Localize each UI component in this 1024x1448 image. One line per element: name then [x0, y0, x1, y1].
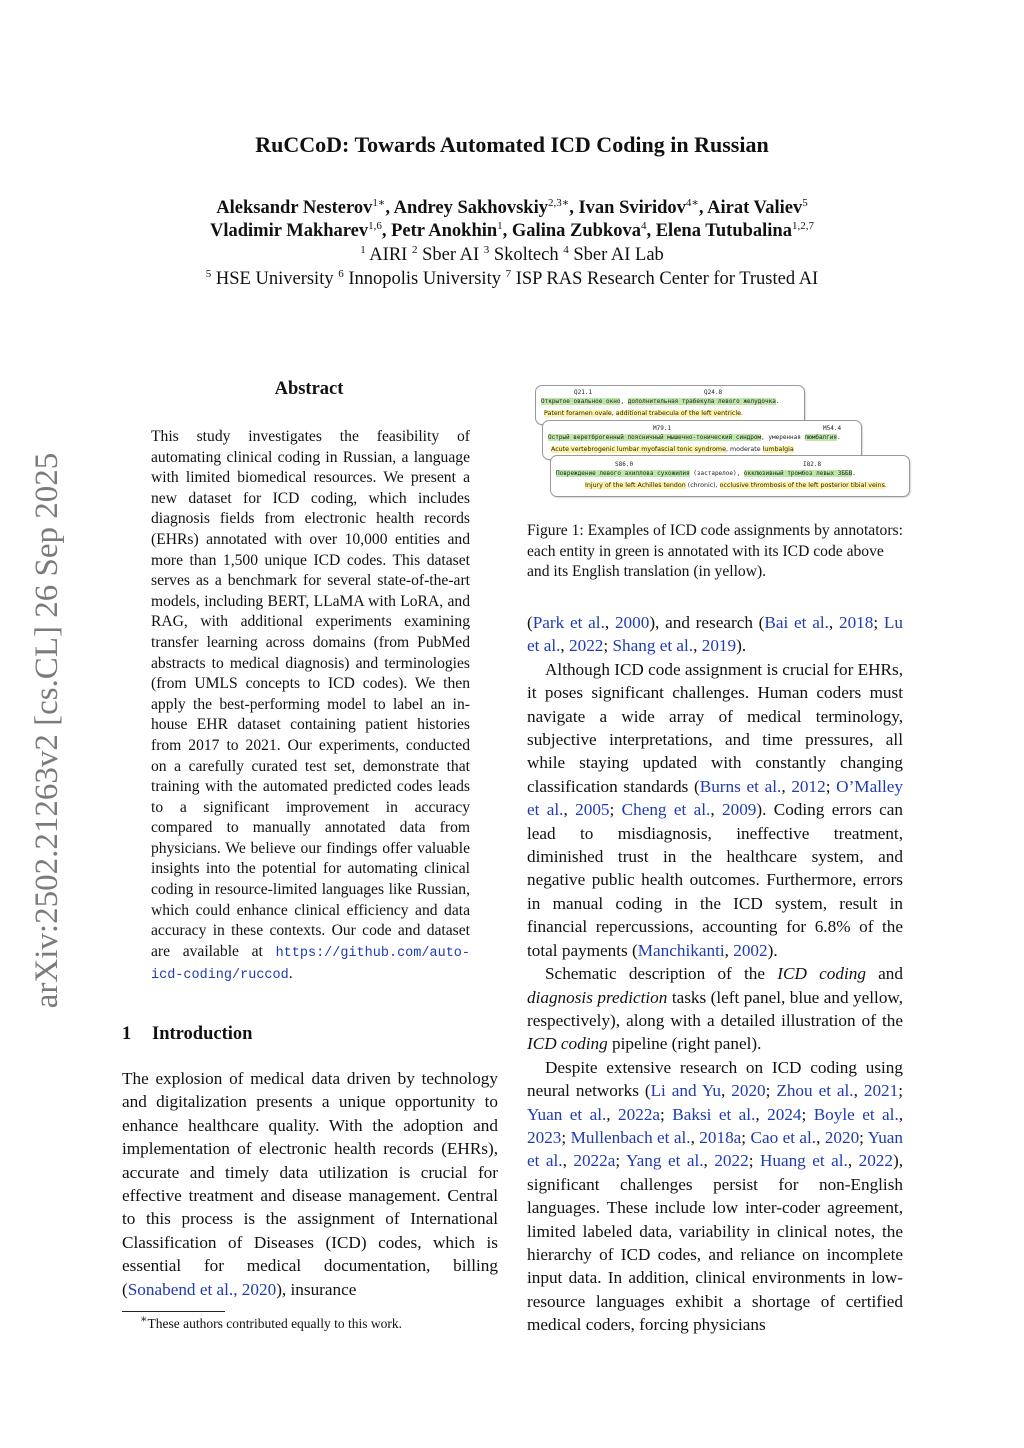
paragraph-text: , [690, 1127, 700, 1147]
paragraph-text: , [828, 613, 839, 632]
paragraph-text: ; [748, 1151, 760, 1171]
paragraph-text: , [606, 1104, 619, 1124]
citation-link[interactable]: Li and Yu [650, 1081, 721, 1101]
footnote-mark: ∗ [140, 1313, 148, 1326]
citation-link[interactable]: 2012 [791, 776, 826, 796]
emphasis-text: ICD coding [777, 964, 866, 984]
citation-link[interactable]: 2018 [838, 613, 874, 632]
figure-text-segment: , умеренная [761, 434, 805, 441]
citation-link[interactable]: O’Malley et al. [527, 776, 903, 820]
paragraph-text: ; [873, 613, 884, 632]
citation-link[interactable]: 2022 [569, 636, 604, 656]
figure-text-segment: . [837, 434, 841, 441]
intro-p1-text: The explosion of medical data driven by technology and digitalization presents a unique opportunity to enhance healthcare quality. With the adoption and implementation of electronic health records (EHRs), accurate and timely data utilization is crucial for effective treatment and disease management. Central to this process is the assignment of International Classification of Diseases (ICD) codes, which is essential for medical documentation, billing ( [122, 1069, 498, 1299]
affiliation-name: ISP RAS Research Center for Trusted AI [511, 269, 819, 289]
citation-link[interactable]: 2022a [573, 1151, 616, 1171]
paragraph-text: ; [741, 1127, 751, 1147]
affiliation-name: Innopolis University [343, 269, 501, 289]
citation-link[interactable]: Mullenbach et al. [570, 1127, 691, 1147]
author-name: Petr Anokhin [391, 221, 498, 241]
paragraph-text: , [853, 1081, 864, 1101]
paragraph-text: pipeline (right panel). [607, 1034, 762, 1054]
citation-link[interactable]: Yuan et al. [527, 1127, 904, 1171]
citation-link[interactable]: 2024 [767, 1104, 802, 1124]
affiliation-mark: 5 [205, 267, 212, 280]
translation-highlight-yellow: Acute vertebrogenic lumbar myofascial tonic syndrome [551, 446, 726, 453]
translation-highlight-yellow: Patent foramen ovale [544, 410, 612, 417]
figure-1 [530, 385, 910, 495]
authors-line-2: Vladimir Makharev$^{1,6}$, Petr Anokhin$^1$, Galina Zubkova$^4$, Elena Tutubalina$^{1,2,7}$ [210, 219, 814, 241]
citation-link[interactable]: 2019 [701, 636, 737, 656]
icd-code-label: Q24.8 [704, 389, 723, 396]
author-name: Aleksandr Nesterov [216, 198, 373, 218]
figure-panel-2 [542, 420, 862, 460]
paragraph-text: , [562, 1151, 574, 1171]
entity-highlight-green: Открытое овальное окно [541, 398, 621, 405]
affiliation-mark: 2 [411, 243, 418, 256]
icd-code-label: M79.1 [653, 425, 672, 432]
paragraph-text: , [816, 1127, 825, 1147]
author-affiliation-mark: 1 [497, 219, 503, 232]
affiliation-mark: 4 [563, 243, 569, 256]
paragraph-text: , [560, 636, 569, 656]
figure-text-segment: (chronic), [685, 482, 720, 489]
paragraph-text: , [703, 1151, 715, 1171]
figure-text-segment: . [884, 482, 887, 489]
paragraph-text: tasks (left panel, blue and yellow, respectively), along with a detailed illustration of the [527, 987, 904, 1030]
russian-diagnosis-text [548, 434, 841, 442]
right-column-body [527, 611, 903, 1337]
affiliation-mark: 1 [360, 243, 366, 256]
affiliations-line-1 [0, 243, 1024, 267]
citation-link[interactable]: Huang et al. [759, 1151, 848, 1171]
arxiv-identifier [22, 430, 74, 1030]
footnote-text: These authors contributed equally to this work. [147, 1316, 403, 1331]
paragraph-text: Schematic description of the [545, 964, 778, 984]
figure-panel-3 [550, 455, 910, 497]
entity-highlight-green: Острый веретброгенный поясничный мышечно-тонический синдром [548, 434, 762, 441]
citation-link[interactable]: 2002 [733, 940, 768, 960]
figure-text-segment: , moderate [725, 446, 763, 453]
translation-highlight-yellow: lumbalgia [762, 446, 794, 453]
figure-text-segment: . [741, 410, 744, 417]
citation-link[interactable]: Yang et al. [625, 1151, 704, 1171]
paragraph-text: ; [603, 636, 613, 656]
citation-link[interactable]: Zhou et al. [776, 1081, 854, 1101]
paragraph-text: , [721, 1081, 732, 1101]
paragraph-text: ; [859, 1127, 868, 1147]
citation-link[interactable]: 2018a [699, 1127, 742, 1147]
paragraph-text: , [724, 940, 734, 960]
citation-link[interactable]: Lu et al. [527, 613, 903, 656]
body-paragraph [527, 658, 903, 962]
author-affiliation-mark: 4∗ [685, 196, 699, 209]
figure-text-segment: (застарелое), [689, 470, 744, 477]
body-paragraph [527, 962, 903, 1056]
abstract-repo-link[interactable]: https://github.com/auto-icd-coding/ruccod [151, 945, 470, 984]
affiliation-name: Skoltech [489, 245, 559, 265]
emphasis-text: ICD coding [527, 1034, 608, 1054]
body-paragraph [527, 611, 903, 658]
english-translation-text [585, 481, 887, 490]
footnote-rule [122, 1311, 225, 1312]
paper-title: RuCCoD: Towards Automated ICD Coding in Russian [255, 132, 769, 157]
citation-link[interactable]: Baksi et al. [672, 1104, 756, 1124]
body-paragraph [527, 1056, 903, 1337]
russian-diagnosis-text [541, 398, 779, 406]
affiliations-line-2 [0, 267, 1024, 291]
russian-diagnosis-text [556, 470, 856, 478]
citation-link[interactable]: 2009 [722, 800, 757, 820]
paragraph-text: , [710, 800, 722, 820]
figure-caption: Figure 1: Examples of ICD code assignments by annotators: each entity in green is annotated with its ICD code above and its English translation (in yellow). [527, 522, 903, 581]
figure-text-segment: , [620, 398, 628, 405]
author-name: Andrey Sakhovskiy [393, 198, 548, 218]
paragraph-text: ). [767, 940, 778, 960]
translation-highlight-yellow: occlusive thrombosis of the left posterior tibial veins [719, 482, 885, 489]
author-affiliation-mark: 2,3∗ [547, 196, 570, 209]
paragraph-text: ; [660, 1104, 673, 1124]
citation-link[interactable]: 2020 [824, 1127, 860, 1147]
citation-link[interactable]: Manchikanti [637, 940, 725, 960]
paragraph-text: , [898, 1104, 904, 1124]
paragraph-text: Despite extensive research on ICD coding using neural networks ( [527, 1057, 903, 1101]
citation-link[interactable]: 2000 [614, 613, 650, 632]
citation-link[interactable]: Park et al. [532, 613, 605, 632]
author-name: Elena Tutubalina [655, 221, 792, 241]
citation-link[interactable]: Yuan et al. [527, 1104, 607, 1124]
paragraph-text: , [781, 776, 792, 796]
citation-link[interactable]: Cheng et al. [621, 800, 711, 820]
paragraph-text: ; [561, 1127, 571, 1147]
abstract-text: This study investigates the feasibility of automating clinical coding in Russian, a language with limited biomedical resources. We present a new dataset for ICD coding, which includes diagnosis fields from electronic health records (EHRs) annotated with over 10,000 entities and more than 1,500 unique ICD codes. This dataset serves as a benchmark for several state-of-the-art models, including BERT, LLaMA with LoRA, and RAG, with additional experiments examining transfer learning across domains (from PubMed abstracts to medical diagnosis) and terminologies (from UMLS concepts to ICD codes). We then apply the best-performing model to label an in-house EHR dataset containing patient histories from 2017 to 2021. Our experiments, conducted on a carefully curated test set, demonstrate that training with the automated predicted codes leads to a significant improvement in accuracy compared to manually annotated data from physicians. We believe our findings offer valuable insights into the potential for automating clinical coding in resource-limited languages like Russian, which could enhance clinical efficiency and data accuracy in these contexts. Our code and dataset are available at [151, 428, 470, 960]
paragraph-text: ; [615, 1151, 626, 1171]
entity-highlight-green: окклюзивный тромбоз левых ЗББВ [743, 470, 853, 477]
paragraph-text: ). Coding errors can lead to misdiagnosis, ineffective treatment, diminished trust in the healthcare system, and negative public health outcomes. Furthermore, errors in manual coding in the ICD system, result in financial repercussions, accounting for 6.8% of the total payments ( [527, 800, 904, 960]
citation-link[interactable]: Burns et al. [699, 776, 782, 796]
figure-text-segment: , [611, 410, 616, 417]
paragraph-text: Although ICD code assignment is crucial for EHRs, it poses significant challenges. Human coders must navigate a wide array of medical terminology, subjective interpretations, and time pressures, all while staying updated with constantly changing classification standards ( [527, 659, 904, 796]
abstract-end: . [288, 965, 293, 983]
emphasis-text: diagnosis prediction [527, 987, 668, 1007]
figure-panel-1 [535, 385, 805, 425]
icd-code-label: Q21.1 [574, 389, 593, 396]
author-affiliation-mark: 4 [640, 219, 647, 232]
intro-paragraph-1 [122, 1067, 498, 1301]
author-affiliation-mark: 5 [802, 196, 808, 209]
citation-link[interactable]: Shang et al. [612, 636, 694, 656]
english-translation-text [551, 445, 794, 454]
affiliation-name: Sber AI [417, 245, 480, 265]
paragraph-text: , [563, 800, 576, 820]
affiliation-name: AIRI [365, 245, 408, 265]
figure-text-segment: . [852, 470, 856, 477]
affiliation-mark: 3 [483, 243, 490, 256]
entity-highlight-green: Повреждение левого ахиллова сухожилия [556, 470, 690, 477]
paragraph-text: ( [527, 613, 533, 632]
paragraph-text: ). [736, 636, 747, 656]
citation-link[interactable]: 2022 [858, 1151, 893, 1171]
citation-link[interactable]: Bai et al. [764, 613, 829, 632]
citation-link[interactable]: 2005 [575, 800, 610, 820]
icd-code-label: M54.4 [823, 425, 842, 432]
abstract-body [151, 427, 470, 987]
author-affiliation-mark: 1,6 [368, 219, 382, 232]
author-name: Ivan Sviridov [578, 198, 686, 218]
paragraph-text: and [865, 964, 903, 984]
paragraph-text: , [847, 1151, 859, 1171]
entity-highlight-green: дополнительная трабекула левого желудочка [627, 398, 776, 405]
citation-link[interactable]: Sonabend et al., 2020 [127, 1279, 277, 1299]
author-name: Galina Zubkova [511, 221, 641, 241]
author-affiliation-mark: 1,2,7 [791, 219, 814, 232]
affiliation-mark: 7 [505, 267, 512, 280]
paragraph-text: ; [801, 1104, 814, 1124]
citation-link[interactable]: Cao et al. [750, 1127, 817, 1147]
intro-p1-end: ), insurance [276, 1279, 357, 1299]
entity-highlight-green: люмбалгия [804, 434, 838, 441]
translation-highlight-yellow: additional trabecula of the left ventricle [615, 410, 741, 417]
author-affiliation-mark: 1∗ [372, 196, 386, 209]
citation-link[interactable]: 2020 [731, 1081, 766, 1101]
paragraph-text: ), and research ( [649, 613, 765, 632]
paragraph-text: , [755, 1104, 768, 1124]
affiliation-mark: 6 [338, 267, 344, 280]
affiliation-name: HSE University [211, 269, 334, 289]
translation-highlight-yellow: Injury of the left Achilles tendon [585, 482, 686, 489]
section-heading-introduction [122, 1024, 252, 1045]
figure-text-segment: . [775, 398, 780, 405]
citation-link[interactable]: 2022 [714, 1151, 749, 1171]
english-translation-text [544, 409, 743, 418]
section-number: 1 [122, 1024, 132, 1044]
paragraph-text: , [693, 636, 702, 656]
paragraph-text: ; [898, 1081, 904, 1101]
icd-code-label: S86.0 [615, 461, 634, 468]
paragraph-text: , [604, 613, 615, 632]
icd-code-label: I82.8 [803, 461, 822, 468]
citation-link[interactable]: 2023 [527, 1127, 562, 1147]
citation-link[interactable]: 2021 [863, 1081, 899, 1101]
citation-link[interactable]: Boyle et al. [813, 1104, 899, 1124]
citation-link[interactable]: 2022a [618, 1104, 661, 1124]
abstract-heading: Abstract [274, 379, 344, 399]
author-name: Vladimir Makharev [210, 221, 369, 241]
arxiv-identifier-text: arXiv:2502.21263v2 [cs.CL] 26 Sep 2025 [29, 452, 66, 1008]
authors-line-1: Aleksandr Nesterov$^{1∗}$, Andrey Sakhovskiy$^{2,3∗}$, Ivan Sviridov$^{4∗}$, Airat Valiev$^5$ [216, 196, 808, 218]
footnote [140, 1313, 403, 1332]
paragraph-text: ), significant challenges persist for non-English languages. These include low inter-coder agreement, limited labeled data, variability in clinical notes, the hierarchy of ICD codes, and reliance on incomplete input data. In addition, clinical environments in low-resource languages exhibit a shortage of certified medical coders, forcing physicians [527, 1151, 904, 1335]
paragraph-text: ; [609, 800, 622, 820]
paragraph-text: ; [825, 776, 837, 796]
paragraph-text: ; [765, 1081, 777, 1101]
affiliation-name: Sber AI Lab [568, 245, 664, 265]
author-name: Airat Valiev [707, 198, 803, 218]
section-title: Introduction [152, 1024, 253, 1044]
